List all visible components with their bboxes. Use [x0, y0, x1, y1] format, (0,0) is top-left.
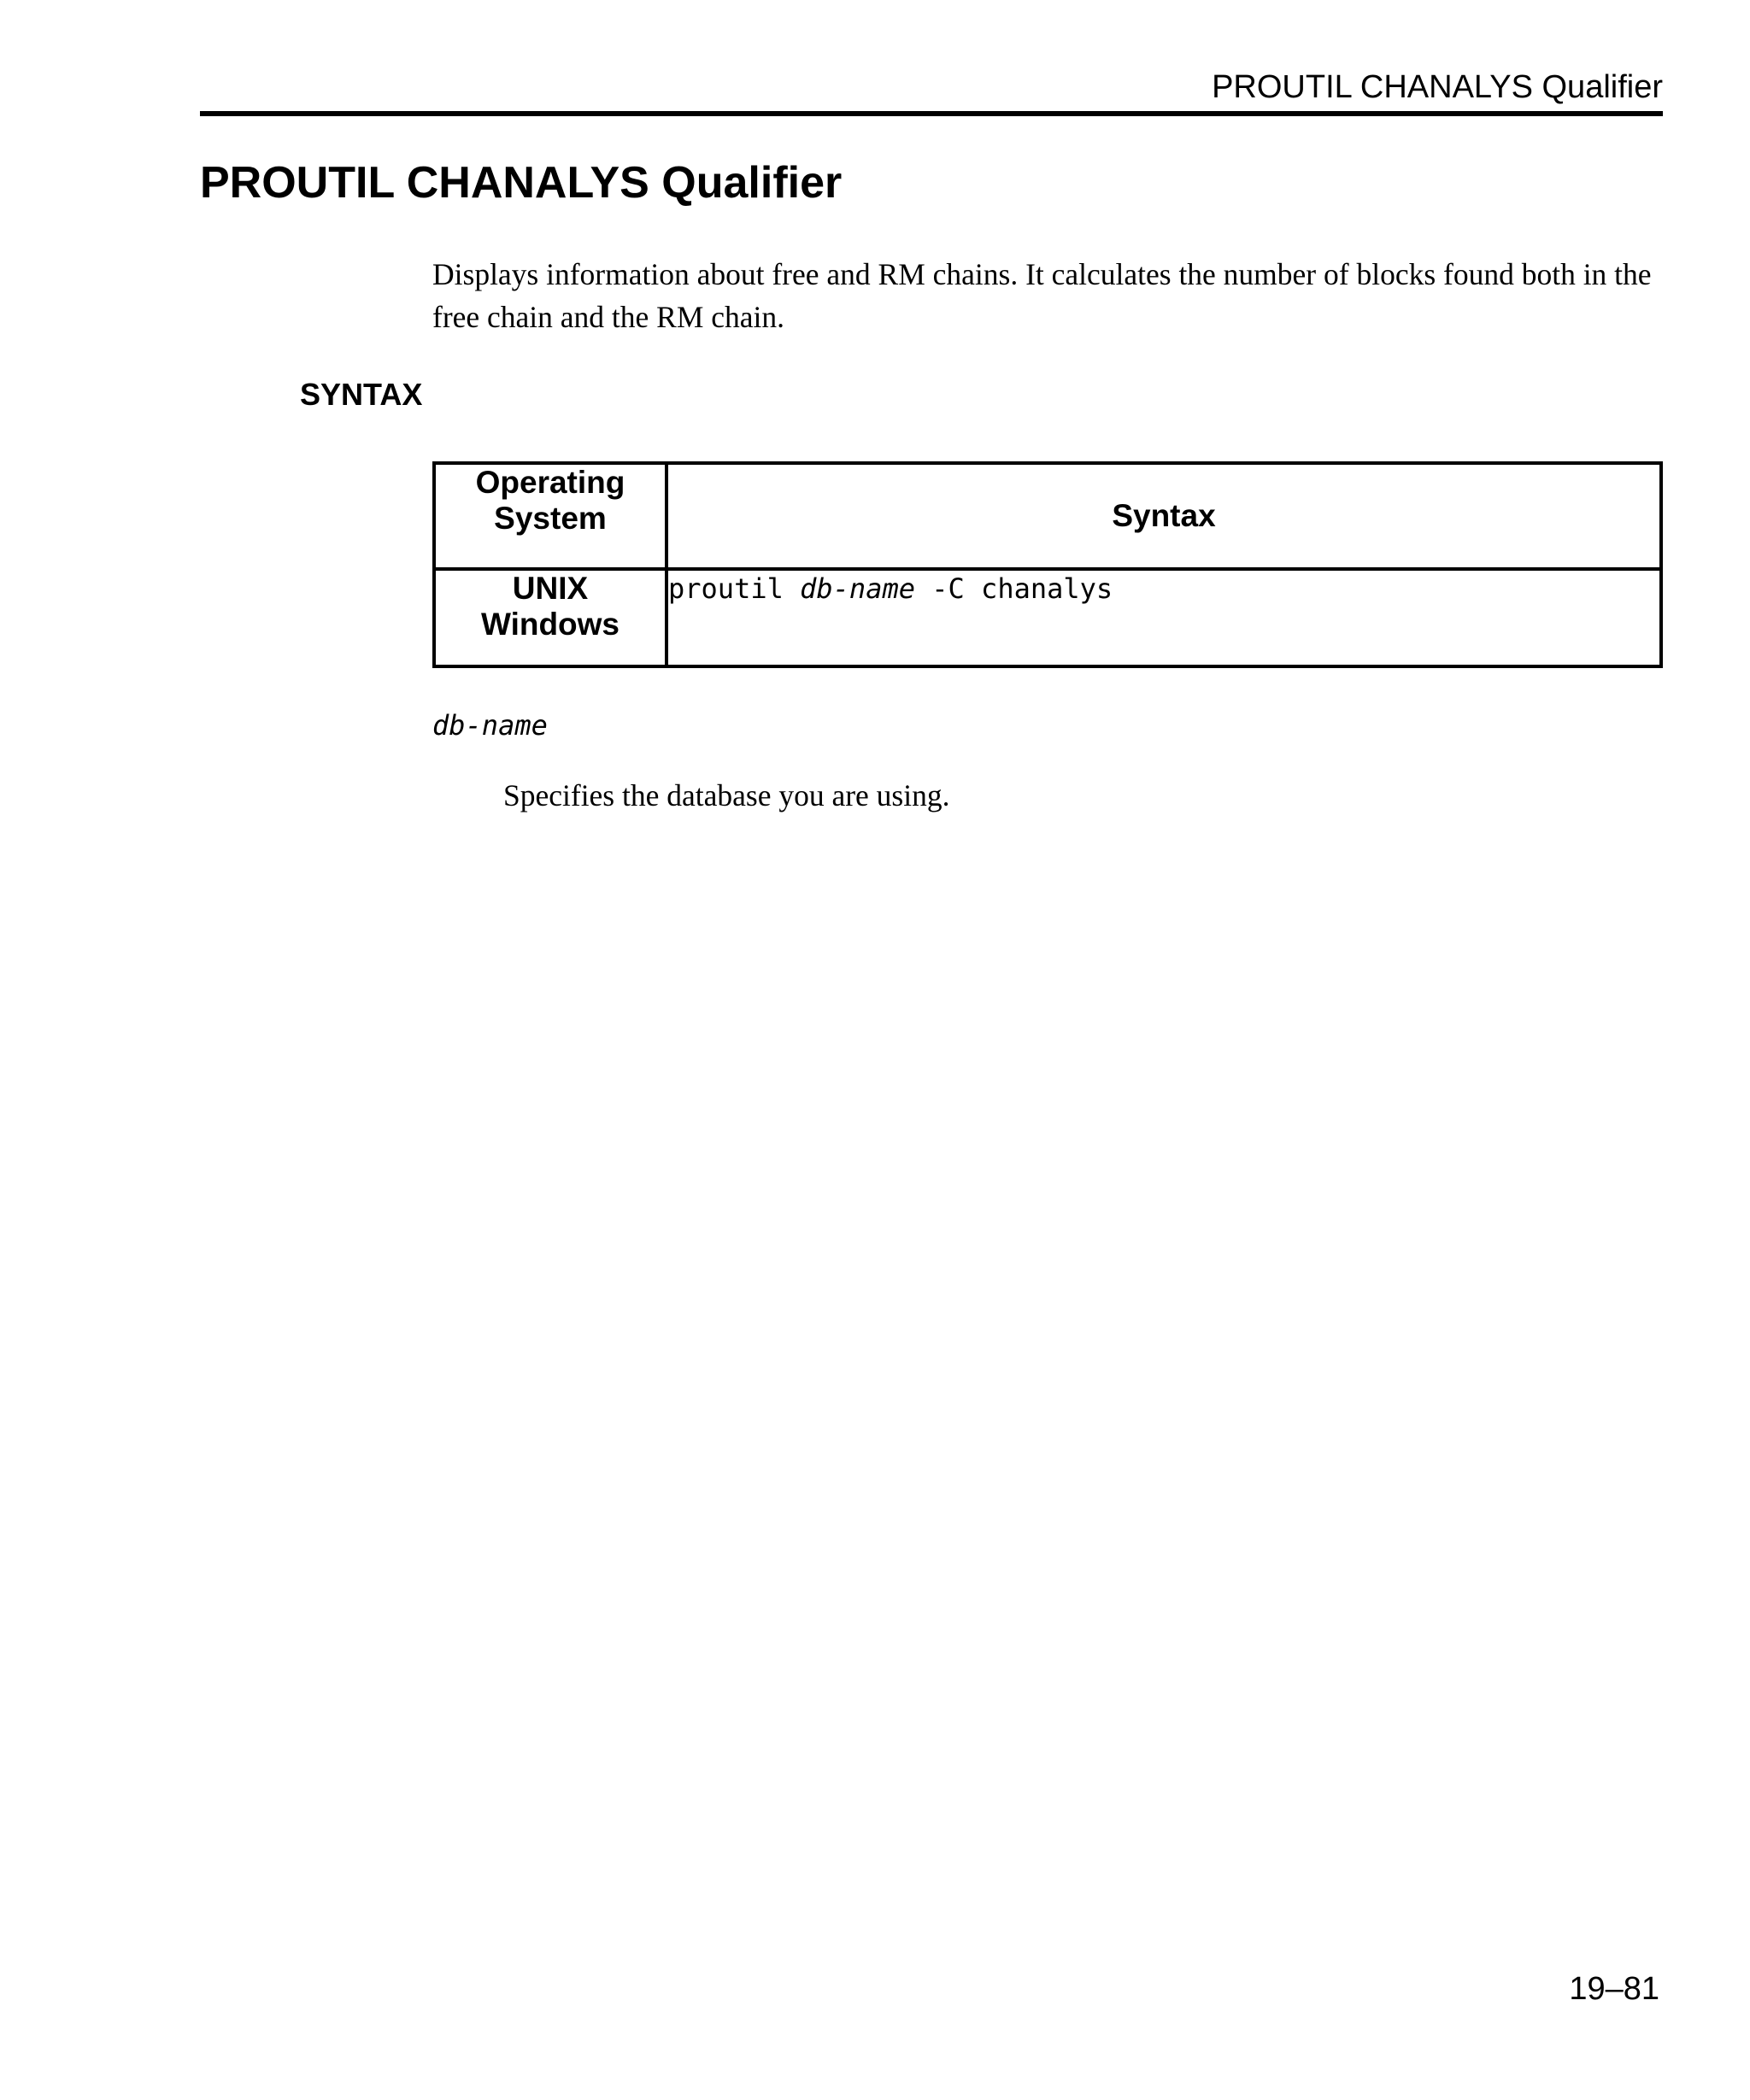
syntax-argument: db-name — [800, 572, 915, 605]
syntax-command: proutil — [668, 572, 784, 605]
table-row — [434, 569, 1661, 666]
syntax-heading: SYNTAX — [300, 377, 423, 412]
os-windows: Windows — [480, 607, 620, 642]
os-cell — [434, 569, 667, 666]
column-header-operating-system: Operating System — [434, 463, 667, 569]
parameter-description: Specifies the database you are using. — [503, 778, 950, 812]
running-header: PROUTIL CHANALYS Qualifier — [1212, 69, 1663, 105]
syntax-table — [432, 461, 1663, 668]
page-number: 19–81 — [1569, 1971, 1659, 2007]
intro-paragraph: Displays information about free and RM chains. It calculates the number of blocks found both in the free chain and the RM chain. — [432, 257, 1652, 334]
page-title: PROUTIL CHANALYS Qualifier — [200, 158, 843, 208]
column-header-syntax: Syntax — [667, 463, 1661, 569]
header-rule — [200, 111, 1663, 116]
syntax-cell — [667, 569, 1661, 666]
os-unix: UNIX — [512, 571, 589, 606]
parameter-name: db-name — [432, 709, 548, 742]
table-header-row — [434, 463, 1661, 569]
syntax-options: -C chanalys — [931, 572, 1113, 605]
